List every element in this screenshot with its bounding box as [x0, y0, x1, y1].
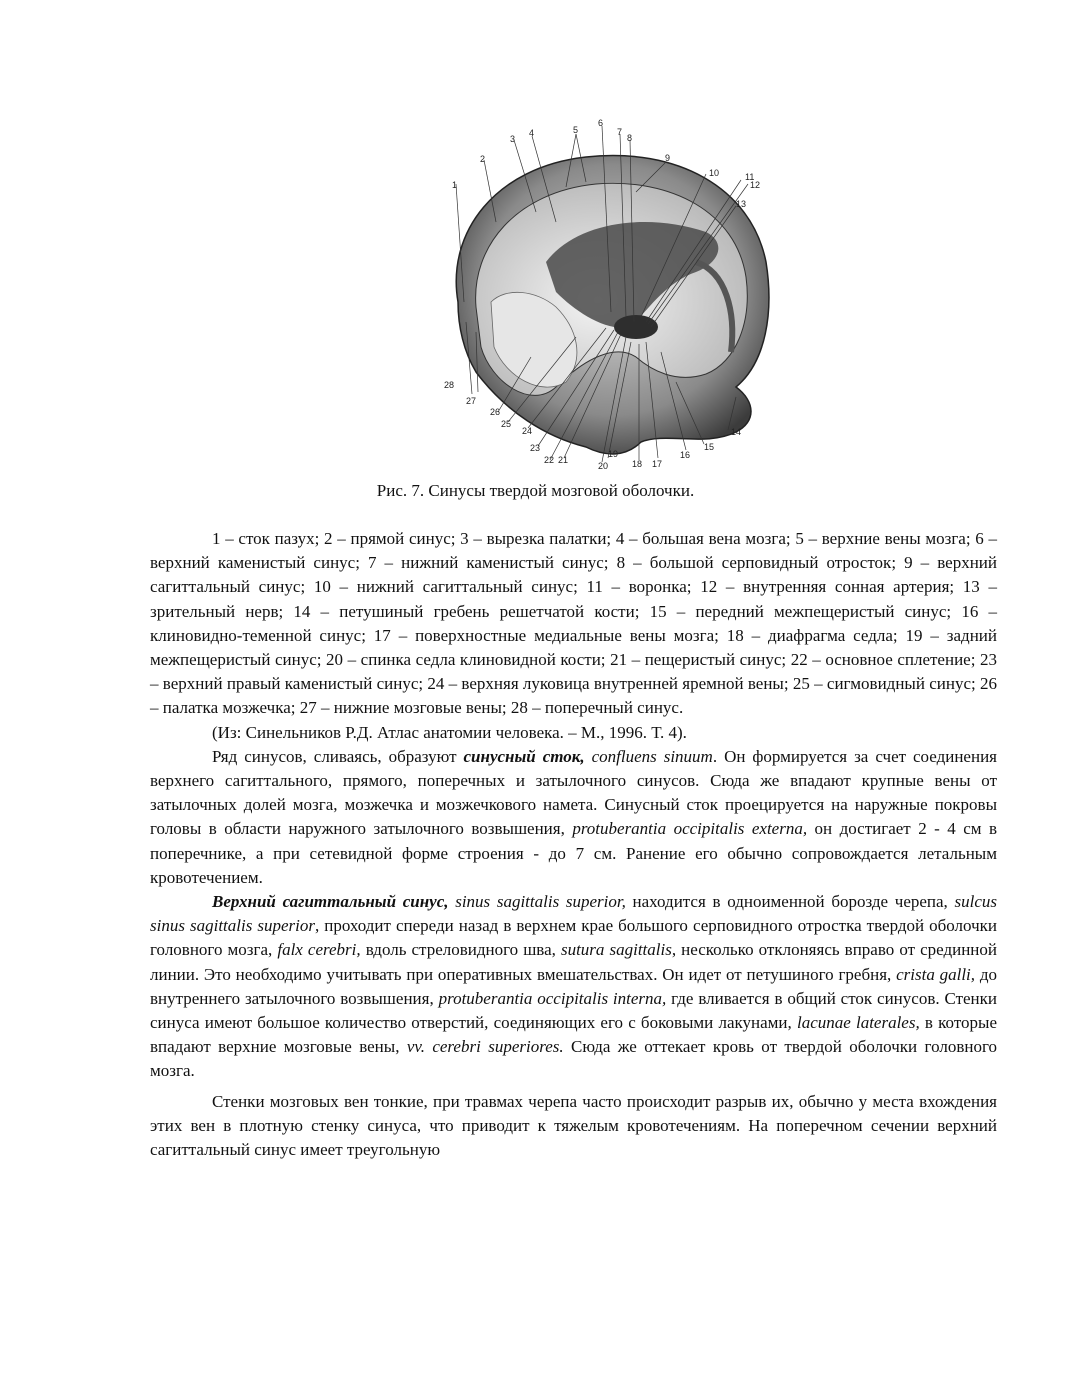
label-24: 24: [522, 426, 533, 436]
text-run: в которые впадают верхние мозговые вены,: [150, 1013, 997, 1057]
latin-term: sutura sagittalis: [560, 940, 672, 960]
label-14: 14: [731, 427, 742, 437]
label-23: 23: [530, 443, 541, 453]
label-9: 9: [665, 153, 671, 163]
paragraph-superior-sagittal-sinus: [150, 890, 997, 1084]
label-3: 3: [510, 134, 516, 144]
latin-term: lacunae laterales,: [796, 1013, 920, 1033]
latin-term: protuberantia occipitalis interna,: [438, 988, 667, 1008]
text-run: вдоль стреловидного шва,: [360, 940, 561, 960]
latin-term: sinus sagittalis superior,: [448, 892, 626, 912]
figure-legend: 1 – сток пазух; 2 – прямой синус; 3 – вырезка палатки; 4 – большая вена мозга; 5 – верхние вены мозга; 6 – верхний каменистый синус; 7 – нижний каменистый синус; 8 – большой серповидный отросток; 9 – верхний сагиттальный синус; 10 – нижний сагиттальный синус; 11 – воронка; 12 – внутренняя сонная артерия; 13 – зрительный нерв; 14 – петушиный гребень решетчатой кости; 15 – передний межпещеристый синус; 16 – клиновидно-теменной синус; 17 – поверхностные медиальные вены мозга; 18 – диафрагма седла; 19 – задний межпещеристый синус; 20 – спинка седла клиновидной кости; 21 – пещеристый синус; 22 – основное сплетение; 23 – верхний правый каменистый синус; 24 – верхняя луковица внутренней яремной вены; 25 – сигмовидный синус; 26 – палатка мозжечка; 27 – нижние мозговые вены; 28 – поперечный синус.: [150, 529, 997, 718]
anatomy-figure: [436, 112, 776, 472]
paragraph-vein-walls: Стенки мозговых вен тонкие, при травмах черепа часто происходит разрыв их, обычно у места вхождения этих вен в плотную стенку синуса, что приводит к тяжелым кровотечениям. На поперечном сечении верхний сагиттальный синус имеет треугольную: [150, 1091, 997, 1160]
term-superior-sagittal-sinus: Верхний сагиттальный синус,: [212, 892, 449, 912]
latin-term: falx cerebri,: [277, 940, 361, 960]
latin-term: confluens sinuum: [584, 746, 713, 766]
label-6: 6: [598, 118, 604, 128]
text-run: находится в одноименной борозде черепа,: [625, 892, 955, 912]
paragraph-confluens: [150, 745, 997, 890]
label-17: 17: [652, 459, 663, 469]
text-run: он достигает 2 - 4 см в поперечнике, а при сетевидной форме строения - до 7 см. Ранение его обычно сопровождается летальным кровотечением.: [150, 819, 997, 887]
label-16: 16: [680, 450, 691, 460]
label-13: 13: [736, 199, 747, 209]
label-18: 18: [632, 459, 643, 469]
label-2: 2: [480, 154, 486, 164]
label-1: 1: [452, 180, 458, 190]
term-confluens: синусный сток,: [463, 746, 585, 766]
label-15: 15: [704, 442, 715, 452]
label-11: 11: [745, 172, 755, 182]
latin-term: sulcus sinus sagittalis superior: [150, 892, 997, 936]
label-4: 4: [529, 128, 535, 138]
label-19: 19: [608, 449, 619, 459]
label-28: 28: [444, 380, 455, 390]
dura-mater-sinuses-illustration: [436, 112, 776, 472]
text-run: , проходит спереди назад в верхнем крае большого серповидного отростка твердой оболочки головного мозга,: [150, 916, 997, 960]
label-25: 25: [501, 419, 512, 429]
label-8: 8: [627, 133, 633, 143]
text-run: где вливается в общий сток синусов. Стенки синуса имеют большое количество отверстий, соединяющих его с боковыми лакунами,: [150, 988, 997, 1033]
label-21: 21: [558, 455, 569, 465]
label-7: 7: [617, 127, 623, 137]
label-26: 26: [490, 407, 501, 417]
label-22: 22: [544, 455, 555, 465]
text-run: Ряд синусов, сливаясь, образуют: [212, 746, 464, 766]
text-run: , несколько отклоняясь вправо от срединной линии. Это необходимо учитывать при оперативных вмешательствах. Он идет от петушиного гребня,: [150, 940, 997, 984]
text-run: Сюда же оттекает кровь от твердой оболочки головного мозга.: [150, 1037, 997, 1081]
latin-term: crista galli,: [896, 964, 976, 984]
text-run: до внутреннего затылочного возвышения,: [150, 964, 997, 1008]
source-citation: (Из: Синельников Р.Д. Атлас анатомии человека. – М., 1996. Т. 4).: [212, 722, 687, 742]
label-5: 5: [573, 125, 579, 135]
body-text: [150, 527, 997, 1162]
label-12: 12: [750, 180, 761, 190]
label-27: 27: [466, 396, 477, 406]
label-20: 20: [598, 461, 609, 471]
label-10: 10: [709, 168, 720, 178]
figure-caption: Рис. 7. Синусы твердой мозговой оболочки.: [376, 481, 695, 500]
latin-term: vv. cerebri superiores.: [406, 1037, 564, 1057]
latin-term: protuberantia occipitalis externa,: [572, 819, 808, 839]
text-run: . Он формируется за счет соединения верхнего сагиттального, прямого, поперечных и затылочного синусов. Сюда же впадают крупные вены от затылочных долей мозга, мозжечка и мозжечкового намета. Синусный сток проецируется на наружные покровы головы в области наружного затылочного возвышения,: [150, 746, 997, 839]
